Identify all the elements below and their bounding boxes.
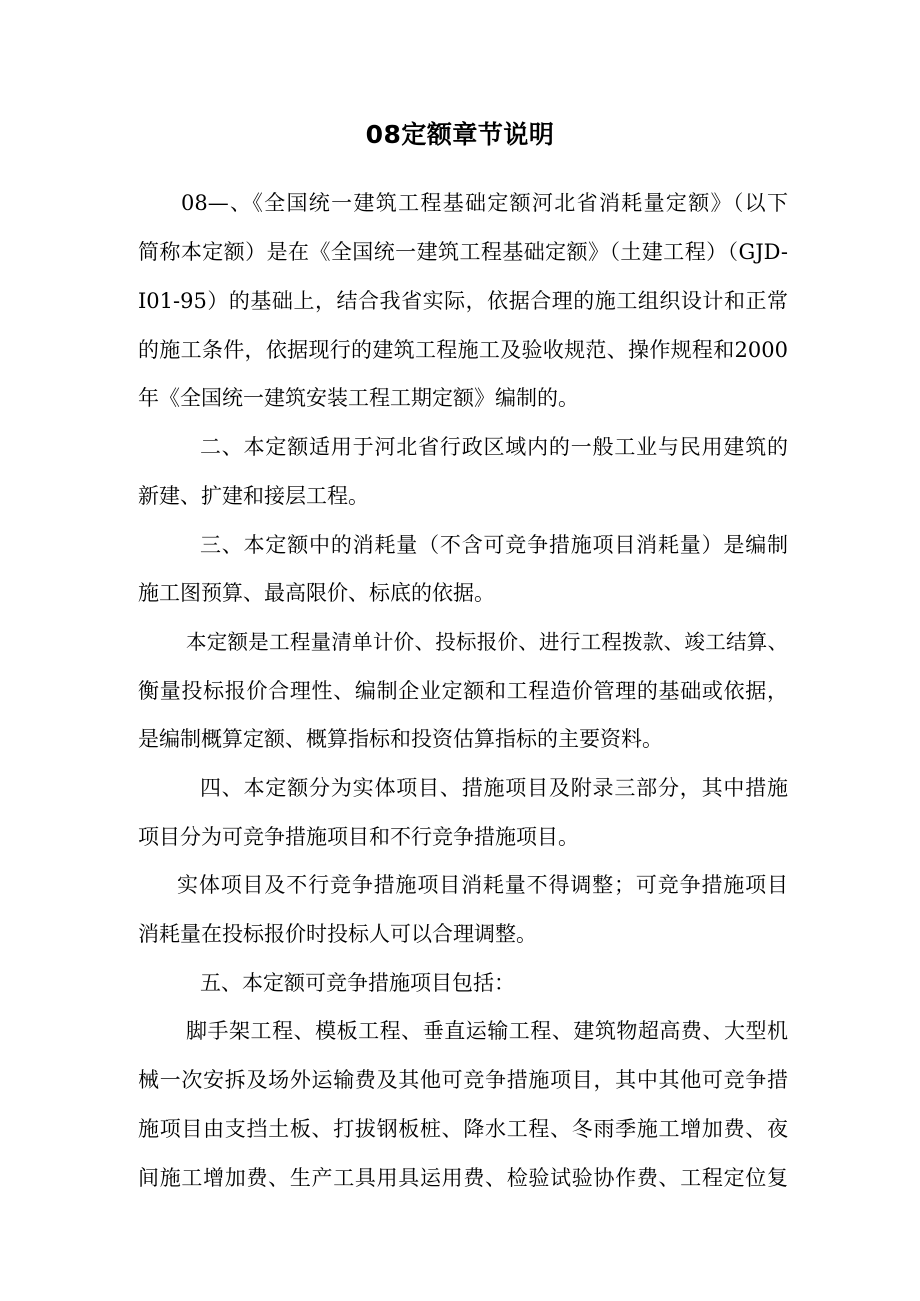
paragraph-5-line-2: 项目分为可竞争措施项目和不行竞争措施项目。 xyxy=(138,825,579,849)
paragraph-2-line-1: 二、本定额适用于河北省行政区域内的一般工业与民用建筑的 xyxy=(200,435,788,459)
paragraph-8-line-3: 施项目由支挡土板、打拔钢板桩、降水工程、冬雨季施工增加费、夜 xyxy=(138,1117,788,1141)
document-title: 08定额章节说明 xyxy=(365,120,555,149)
paragraph-7-line-1: 五、本定额可竞争措施项目包括： xyxy=(200,971,515,995)
paragraph-1-line-2: 简称本定额）是在《全国统一建筑工程基础定额》（土建工程）（GJD- xyxy=(138,240,788,264)
paragraph-1-line-5: 年《全国统一建筑安装工程工期定额》编制的。 xyxy=(138,386,579,410)
paragraph-3-line-1: 三、本定额中的消耗量（不含可竞争措施项目消耗量）是编制 xyxy=(200,533,788,557)
paragraph-8-line-1: 脚手架工程、模板工程、垂直运输工程、建筑物超高费、大型机 xyxy=(186,1019,788,1043)
paragraph-6-line-1: 实体项目及不行竞争措施项目消耗量不得调整；可竞争措施项目 xyxy=(177,873,788,897)
paragraph-1-line-3: I01-95）的基础上，结合我省实际，依据合理的施工组织设计和正常 xyxy=(138,289,788,313)
paragraph-5-line-1: 四、本定额分为实体项目、措施项目及附录三部分，其中措施 xyxy=(200,776,788,800)
paragraph-8-line-4: 间施工增加费、生产工具用具运用费、检验试验协作费、工程定位复 xyxy=(138,1166,788,1190)
paragraph-1-line-4: 的施工条件，依据现行的建筑工程施工及验收规范、操作规程和2000 xyxy=(138,338,788,362)
paragraph-1-line-1: 08—、《全国统一建筑工程基础定额河北省消耗量定额》（以下 xyxy=(181,191,788,215)
paragraph-3-line-2: 施工图预算、最高限价、标底的依据。 xyxy=(138,581,495,605)
paragraph-6-line-2: 消耗量在投标报价时投标人可以合理调整。 xyxy=(138,922,537,946)
paragraph-4-line-2: 衡量投标报价合理性、编制企业定额和工程造价管理的基础或依据， xyxy=(138,679,788,703)
paragraph-4-line-1: 本定额是工程量清单计价、投标报价、进行工程拨款、竣工结算、 xyxy=(186,630,788,654)
paragraph-4-line-3: 是编制概算定额、概算指标和投资估算指标的主要资料。 xyxy=(138,727,663,751)
paragraph-8-line-2: 械一次安拆及场外运输费及其他可竞争措施项目，其中其他可竞争措 xyxy=(138,1068,788,1092)
paragraph-2-line-2: 新建、扩建和接层工程。 xyxy=(138,484,369,508)
